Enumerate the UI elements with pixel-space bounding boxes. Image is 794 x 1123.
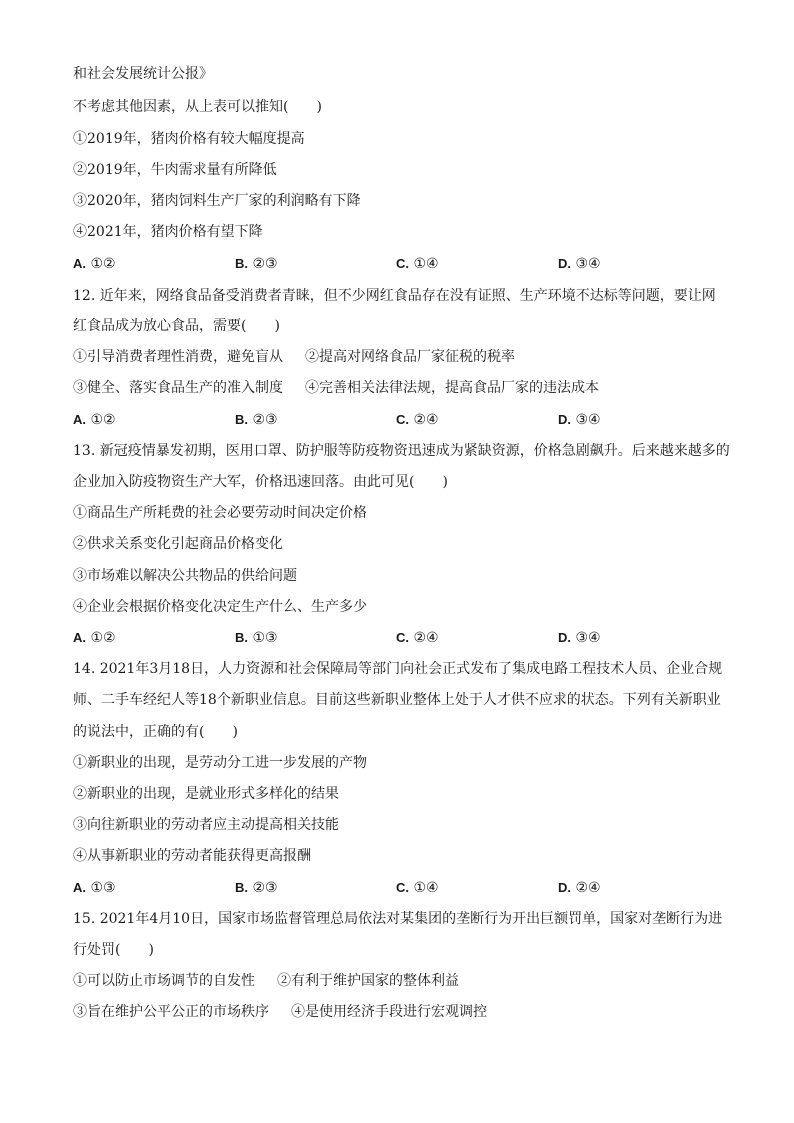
q12-options (73, 410, 713, 430)
q14-stem-line-2: 师、二手车经纪人等18个新职业信息。目前这些新职业整体上处于人才供不应求的状态。下列有关新职业 (73, 692, 721, 708)
q14-option-a[interactable]: A. ①③ (73, 880, 116, 896)
q13-option-d[interactable]: D. ③④ (558, 630, 601, 646)
q13-options (73, 628, 713, 648)
q15-stem-line-2: 行处罚( ) (73, 942, 154, 958)
q11-option-b[interactable]: B. ②③ (235, 256, 278, 272)
q12-option-c[interactable]: C. ②④ (396, 412, 439, 428)
q12-item-2: ②提高对网络食品厂家征税的税率 (305, 349, 515, 365)
q14-item-3: ③向往新职业的劳动者应主动提高相关技能 (73, 817, 339, 833)
q15-stem-line-1: 15. 2021年4月10日，国家市场监督管理总局依法对某集团的垄断行为开出巨额罚单，国家对垄断行为进 (73, 911, 723, 927)
q11-stem: 不考虑其他因素，从上表可以推知( ) (73, 99, 322, 115)
q14-option-b[interactable]: B. ②③ (235, 880, 278, 896)
q13-stem-line-2: 企业加入防疫物资生产大军，价格迅速回落。由此可见( ) (73, 474, 448, 490)
q12-option-b[interactable]: B. ②③ (235, 412, 278, 428)
q12-stem-line-2: 红食品成为放心食品，需要( ) (73, 318, 280, 334)
q12-item-1: ①引导消费者理性消费，避免盲从 (73, 349, 283, 365)
q12-item-4: ④完善相关法律法规，提高食品厂家的违法成本 (305, 380, 599, 396)
q11-item-2: ②2019年，牛肉需求量有所降低 (73, 162, 277, 178)
q13-option-c[interactable]: C. ②④ (396, 630, 439, 646)
q14-stem-line-1: 14. 2021年3月18日，人力资源和社会保障局等部门向社会正式发布了集成电路工程技术人员、企业合规 (73, 661, 723, 677)
q14-option-d[interactable]: D. ②④ (558, 880, 601, 896)
source-note: 和社会发展统计公报》 (73, 66, 213, 82)
q11-item-1: ①2019年，猪肉价格有较大幅度提高 (73, 131, 305, 147)
q15-items-row-1 (73, 971, 459, 991)
q13-item-3: ③市场难以解决公共物品的供给问题 (73, 568, 297, 584)
q15-item-1: ①可以防止市场调节的自发性 (73, 973, 255, 989)
q11-option-a[interactable]: A. ①② (73, 256, 116, 272)
q13-item-1: ①商品生产所耗费的社会必要劳动时间决定价格 (73, 505, 367, 521)
q11-item-4: ④2021年，猪肉价格有望下降 (73, 224, 263, 240)
q13-stem-line-1: 13. 新冠疫情暴发初期，医用口罩、防护服等防疫物资迅速成为紧缺资源，价格急剧飙升。后来越来越多的 (73, 443, 730, 459)
q12-option-d[interactable]: D. ③④ (558, 412, 601, 428)
q14-item-1: ①新职业的出现，是劳动分工进一步发展的产物 (73, 755, 367, 771)
q13-item-4: ④企业会根据价格变化决定生产什么、生产多少 (73, 599, 367, 615)
q13-option-a[interactable]: A. ①② (73, 630, 116, 646)
q12-stem-line-1: 12. 近年来，网络食品备受消费者青睐，但不少网红食品存在没有证照、生产环境不达标等问题，要让网 (73, 288, 716, 304)
q11-options (73, 254, 713, 274)
q11-item-3: ③2020年，猪肉饲料生产厂家的利润略有下降 (73, 193, 361, 209)
q11-option-c[interactable]: C. ①④ (396, 256, 439, 272)
q11-option-d[interactable]: D. ③④ (558, 256, 601, 272)
q15-item-4: ④是使用经济手段进行宏观调控 (291, 1004, 487, 1020)
q14-option-c[interactable]: C. ①④ (396, 880, 439, 896)
q15-item-3: ③旨在维护公平公正的市场秩序 (73, 1004, 269, 1020)
q14-item-4: ④从事新职业的劳动者能获得更高报酬 (73, 848, 311, 864)
q14-stem-line-3: 的说法中，正确的有( ) (73, 724, 238, 740)
q12-option-a[interactable]: A. ①② (73, 412, 116, 428)
q14-item-2: ②新职业的出现，是就业形式多样化的结果 (73, 786, 339, 802)
q13-item-2: ②供求关系变化引起商品价格变化 (73, 536, 283, 552)
q12-item-3: ③健全、落实食品生产的准入制度 (73, 380, 283, 396)
q13-option-b[interactable]: B. ①③ (235, 630, 278, 646)
q15-item-2: ②有利于维护国家的整体利益 (277, 973, 459, 989)
q12-items-row-1 (73, 347, 515, 367)
q14-options (73, 878, 713, 898)
q12-items-row-2 (73, 378, 599, 398)
q15-items-row-2 (73, 1002, 487, 1022)
